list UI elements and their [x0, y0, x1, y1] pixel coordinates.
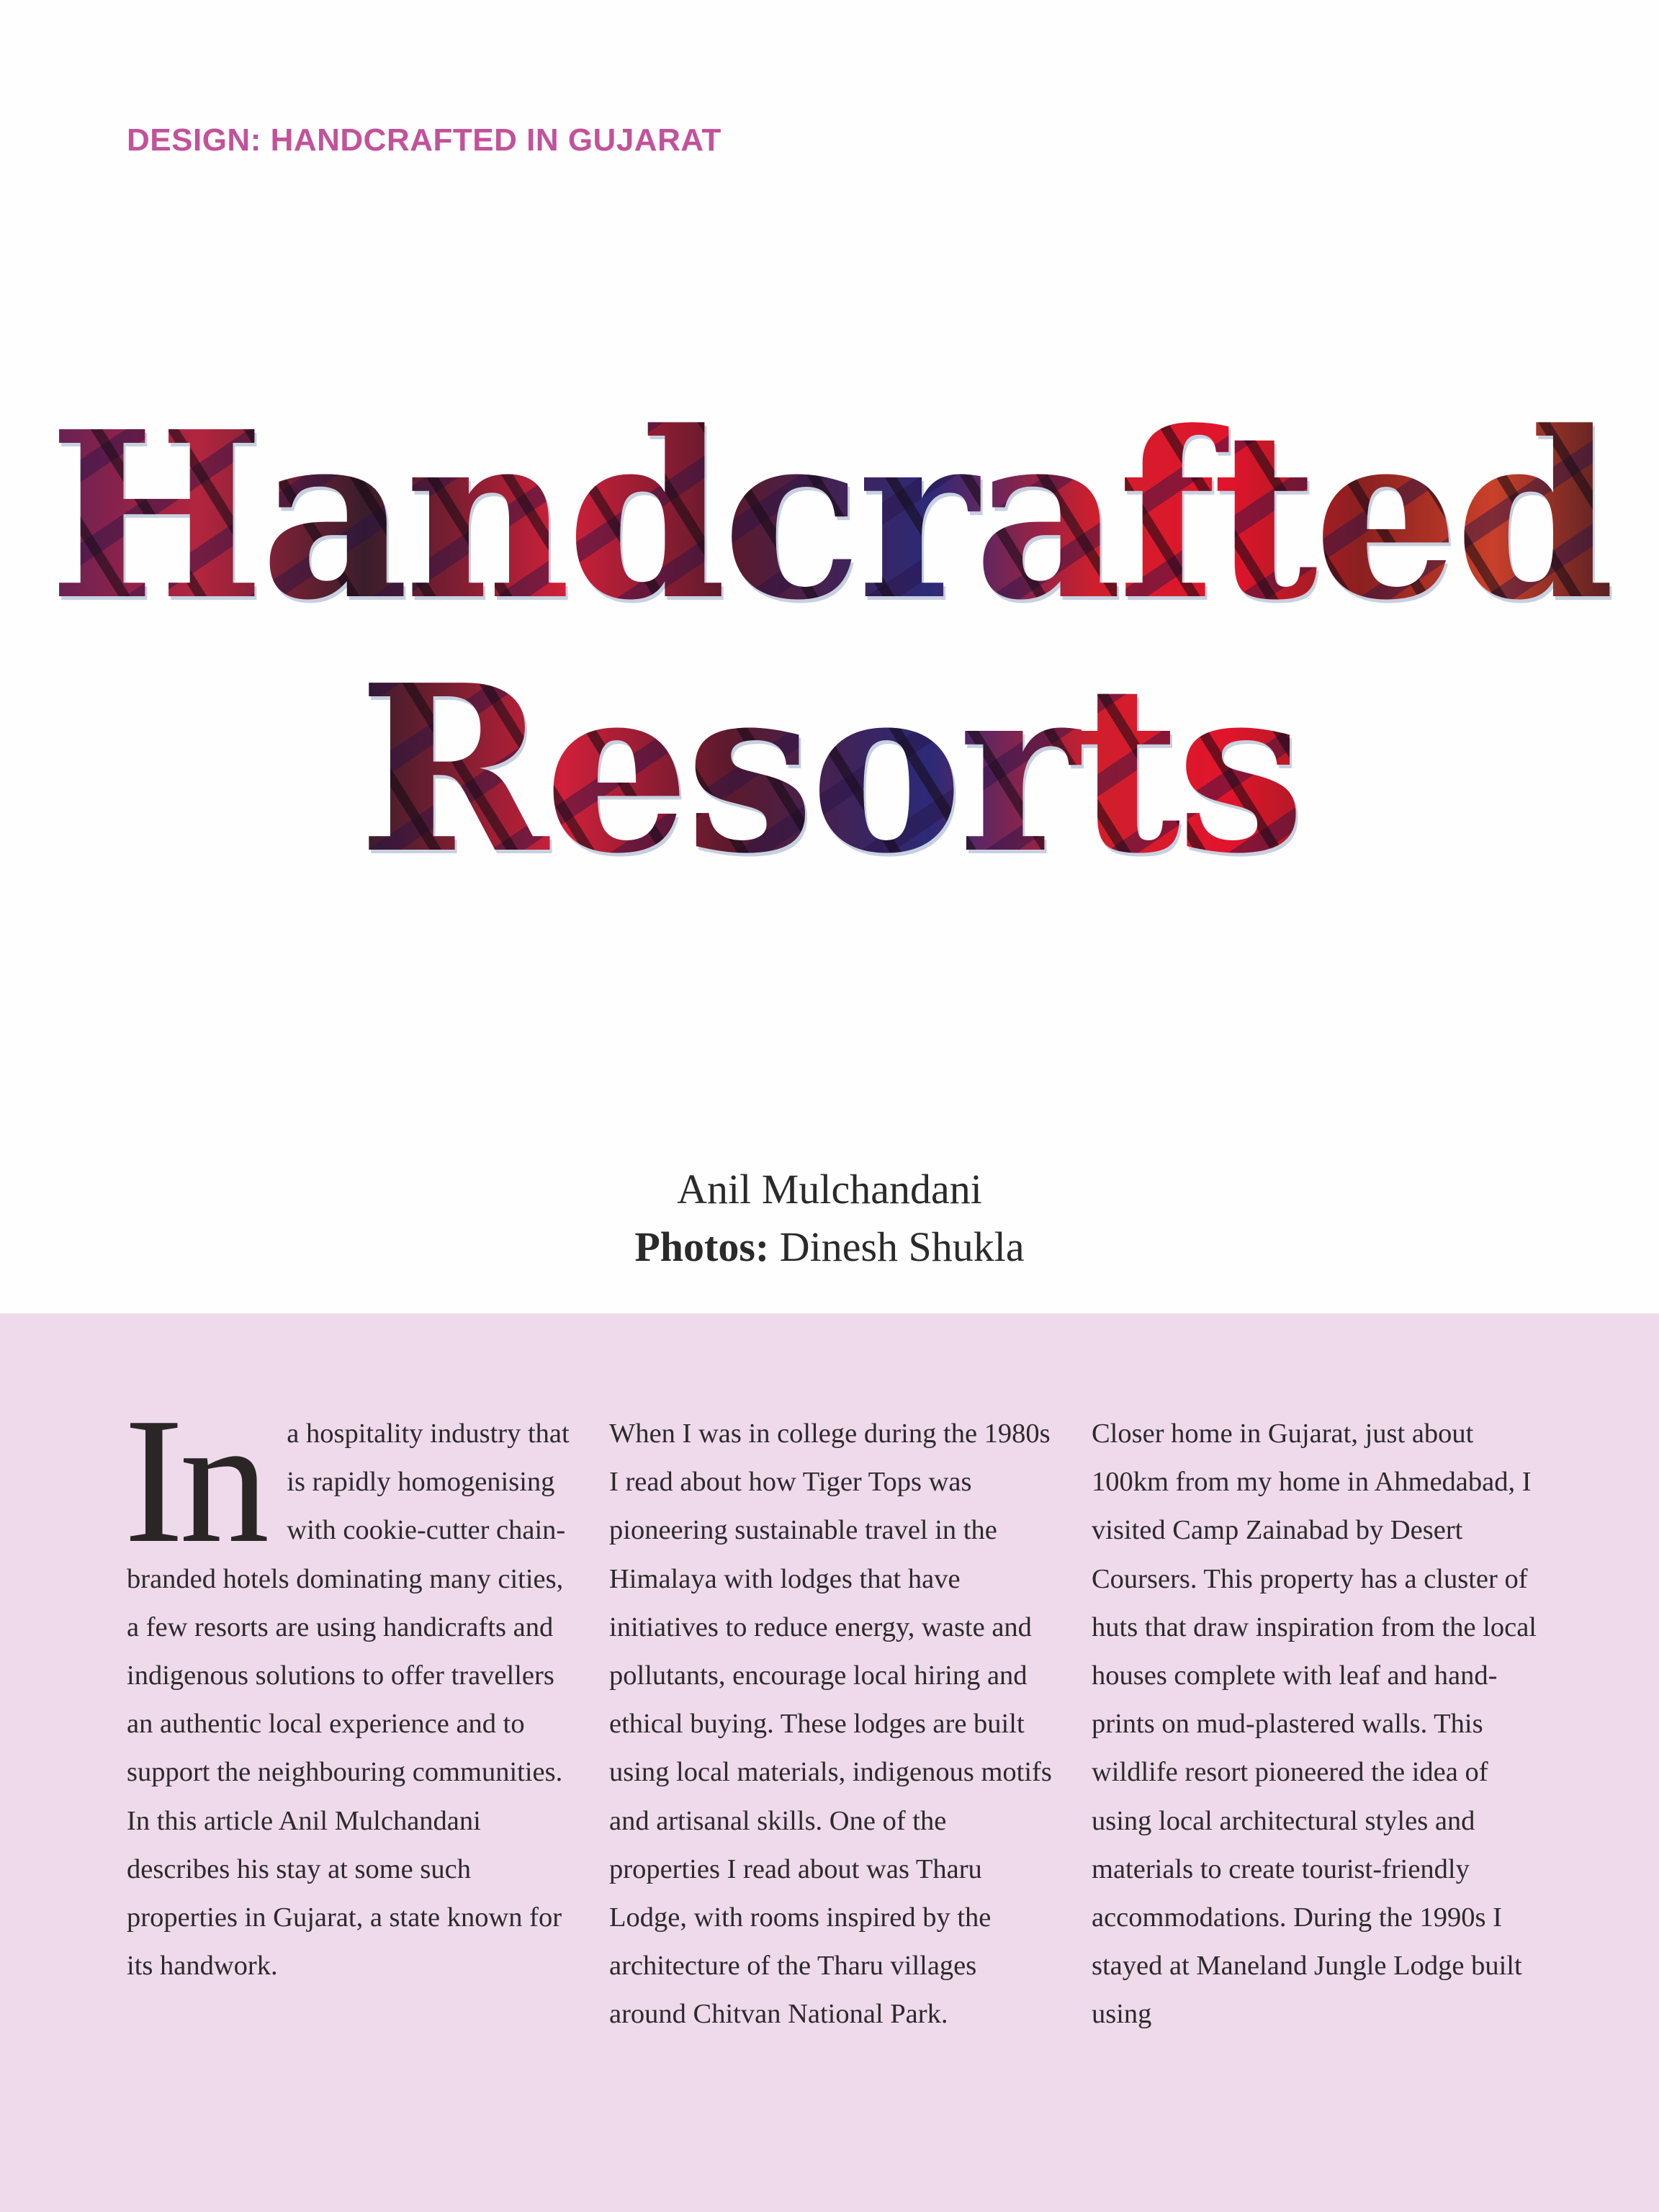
headline [0, 381, 1659, 904]
headline-line-1: Handcrafted [48, 381, 1611, 650]
section-label: DESIGN: HANDCRAFTED IN GUJARAT [127, 122, 721, 158]
article-column-3 [1092, 1410, 1538, 2039]
article-column-1 [124, 1381, 573, 1990]
column-2-text: When I was in college during the 1980s I read about how Tiger Tops was pioneering sustainable travel in the Himalaya with lodges that have initiatives to reduce energy, waste and pollutants, encourage local hiring and ethical buying. These lodges are built using local materials, indigenous motifs and artisanal skills. One of the properties I read about was Tharu Lodge, with rooms inspired by the architecture of the Tharu villages around Chitvan National Park. [609, 1419, 1052, 2030]
drop-cap: In [124, 1381, 266, 1581]
column-1-text: a hospitality industry that is rapidly homogenising with cookie-cutter chain-branded hotels dominating many cities, a few resorts are using handicrafts and indigenous solutions to offer travellers an authentic local experience and to support the neighbouring communities. In this article Anil Mulchandani describes his stay at some such properties in Gujarat, a state known for its handwork. [127, 1419, 570, 1982]
photos-label: Photos: [634, 1223, 770, 1270]
photographer-name: Dinesh Shukla [779, 1223, 1025, 1270]
byline [0, 1161, 1659, 1276]
author-name: Anil Mulchandani [677, 1166, 982, 1213]
column-3-text: Closer home in Gujarat, just about 100km from my home in Ahmedabad, I visited Camp Zainabad by Desert Coursers. This property has a cluster of huts that draw inspiration from the local houses complete with leaf and hand-prints on mud-plastered walls. This wildlife resort pioneered the idea of using local architectural styles and materials to create tourist-friendly accommodations. During the 1990s I stayed at Maneland Jungle Lodge built using [1092, 1419, 1537, 2030]
article-column-2 [609, 1410, 1056, 2039]
photo-credit [0, 1218, 1659, 1276]
headline-line-2: Resorts [358, 634, 1301, 904]
